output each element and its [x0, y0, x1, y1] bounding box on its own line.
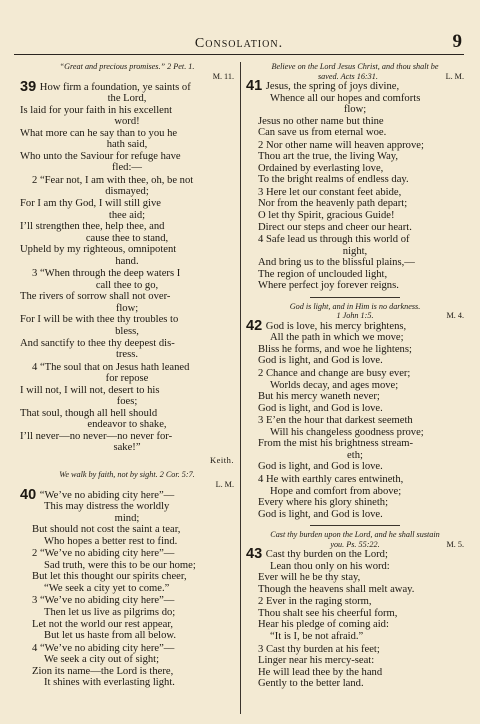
- verse-line: call thee to go,: [95, 279, 159, 291]
- verse-line: Ever will he be thy stay,: [258, 572, 361, 584]
- section-rule: [310, 525, 400, 526]
- hymn-meter: L. M.: [445, 71, 464, 81]
- verse-4: [20, 362, 234, 454]
- verse-line: But should not cost the saint a tear,: [32, 524, 181, 536]
- verse-line: 4 He with earthly cares entwineth,: [258, 473, 404, 485]
- verse-line: The region of unclouded light,: [258, 268, 388, 280]
- verse-line: hath said,: [106, 139, 148, 151]
- verse-line: hand.: [115, 255, 139, 267]
- verse-line: Every where his glory shineth;: [258, 497, 389, 509]
- verse-2: [246, 368, 464, 414]
- left-column: [20, 62, 234, 694]
- hymn-number: 41: [246, 78, 263, 94]
- verse-line: Can save us from eternal woe.: [258, 127, 387, 139]
- verse-line: 2 Nor other name will heaven approve;: [258, 139, 424, 151]
- hymn-meter: M. 4.: [446, 311, 464, 321]
- hymn-39: [20, 62, 234, 465]
- verse-line: tress.: [115, 349, 139, 361]
- verse-line: That soul, though all hell should: [20, 407, 158, 419]
- verse-line: “It is I, be not afraid.”: [270, 630, 364, 642]
- verse-line: God is light, and God is love.: [258, 461, 383, 473]
- verse-line: 3 Here let our constant feet abide,: [258, 186, 402, 198]
- verse-3: [20, 595, 234, 641]
- hymn-topic-cont: you. Ps. 55:22.: [330, 539, 380, 549]
- verse-line: Lean thou only on his word:: [270, 560, 390, 572]
- verse-4: [246, 474, 464, 520]
- hymn-number: 39: [20, 78, 37, 95]
- verse-line: For I am thy God, I will still give: [20, 197, 161, 209]
- verse-line: 4 “The soul that on Jesus hath leaned: [32, 361, 190, 373]
- verse-line: God is love, his mercy brightens,: [265, 320, 407, 332]
- verse-1: [20, 78, 234, 174]
- right-column: [246, 62, 464, 695]
- verse-line: Bliss he forms, and woe he lightens;: [258, 343, 412, 355]
- verse-line: cause thee to stand,: [85, 232, 169, 244]
- page-header: [14, 31, 464, 55]
- hymn-topic: We walk by faith, not by sight. 2 Cor. 5:7.: [59, 470, 195, 479]
- hymn-meter: M. 5.: [446, 539, 464, 549]
- verse-line: 3 Cast thy burden at his feet;: [258, 643, 380, 655]
- verse-3: [20, 268, 234, 360]
- verse-line: It shines with everlasting light.: [44, 677, 175, 689]
- verse-3: [246, 644, 464, 690]
- hymn-topic-cont: saved. Acts 16:31.: [318, 71, 378, 81]
- verse-line: Is laid for your faith in his excellent: [20, 104, 173, 116]
- verse-line: Upheld by my righteous, omnipotent: [20, 244, 177, 256]
- verse-4: [20, 643, 234, 689]
- section-rule: [310, 297, 400, 298]
- verse-line: Cast thy burden on the Lord;: [265, 549, 388, 561]
- verse-line: God is light, and God is love.: [258, 508, 383, 520]
- verse-2: [246, 596, 464, 642]
- verse-line: Hear his pledge of coming aid:: [258, 619, 389, 631]
- verse-line: flow;: [343, 104, 367, 116]
- verse-line: I’ll never—no never—no never for-: [20, 430, 173, 442]
- verse-2: [20, 548, 234, 594]
- verse-line: O let thy Spirit, gracious Guide!: [258, 210, 395, 222]
- verse-line: And bring us to the blissful plains,—: [258, 257, 415, 269]
- verse-line: thee aid;: [108, 209, 146, 221]
- page-title: Consolation.: [194, 36, 284, 51]
- hymn-meter: M. 11.: [212, 71, 234, 81]
- verse-line: 3 “We’ve no abiding city here”—: [32, 595, 175, 607]
- verse-line: But his mercy waneth never;: [258, 391, 380, 403]
- verse-line: “We’ve no abiding city here”—: [39, 489, 175, 501]
- verse-line: Then let us live as pilgrims do;: [44, 606, 176, 618]
- verse-line: the Lord,: [107, 93, 147, 105]
- verse-line: Jesus, the spring of joys divine,: [265, 81, 400, 92]
- verse-2: [20, 175, 234, 267]
- verse-line: Nor from the heavenly path depart;: [258, 198, 408, 210]
- verse-line: But let this thought our spirits cheer,: [32, 571, 187, 583]
- verse-line: For I will be with thee thy troubles to: [20, 314, 179, 326]
- verse-line: bless,: [115, 325, 139, 337]
- verse-line: Will his changeless goodness prove;: [270, 426, 424, 438]
- verse-line: I will not, I will not, desert to his: [20, 384, 160, 396]
- hymn-topic-cont: 1 John 1:5.: [336, 311, 374, 321]
- verse-line: He will lead thee by the hand: [258, 666, 383, 678]
- hymn-number: 43: [246, 546, 263, 563]
- column-divider: [240, 62, 241, 714]
- verse-line: And sanctify to thee thy deepest dis-: [20, 337, 175, 349]
- verse-line: From the mist his brightness stream-: [258, 438, 414, 450]
- verse-1: [246, 317, 464, 367]
- hymn-topic: Cast thy burden upon the Lord, and he shall sustain: [270, 530, 440, 540]
- verse-line: Sad truth, were this to be our home;: [44, 559, 196, 571]
- hymn-40: [20, 470, 234, 689]
- verse-line: eth;: [347, 449, 363, 461]
- hymn-topic: God is light, and in Him is no darkness.: [289, 301, 421, 311]
- hymn-topic: Believe on the Lord Jesus Christ, and thou shalt be: [271, 62, 439, 71]
- verse-3: [246, 415, 464, 473]
- verse-line: night,: [342, 245, 368, 257]
- verse-line: “We seek a city yet to come.”: [44, 582, 170, 594]
- verse-line: fled:—: [111, 162, 142, 174]
- verse-line: word!: [114, 116, 140, 128]
- verse-line: 4 Safe lead us through this world of: [258, 234, 410, 246]
- hymn-topic: “Great and precious promises.” 2 Pet. 1.: [59, 62, 195, 71]
- hymn-42: [246, 302, 464, 520]
- verse-line: 3 E’en the hour that darkest seemeth: [258, 415, 413, 427]
- verse-line: sake!”: [113, 442, 141, 454]
- verse-line: mind;: [114, 512, 140, 524]
- page-number: 9: [452, 31, 462, 52]
- verse-line: Linger near his mercy-seat:: [258, 655, 375, 667]
- verse-1: [20, 486, 234, 548]
- verse-line: God is light, and God is love.: [258, 402, 383, 414]
- verse-line: The rivers of sorrow shall not over-: [20, 291, 171, 303]
- verse-line: flow;: [115, 302, 139, 314]
- verse-line: Worlds decay, and ages move;: [270, 379, 399, 391]
- verse-line: Ordained by everlasting love,: [258, 162, 384, 174]
- hymn-meter: L. M.: [215, 479, 234, 489]
- verse-line: All the path in which we move;: [270, 332, 404, 344]
- verse-line: 2 Chance and change are busy ever;: [258, 368, 411, 380]
- verse-1: [246, 546, 464, 595]
- verse-2: [246, 140, 464, 186]
- verse-line: 2 “We’ve no abiding city here”—: [32, 548, 175, 560]
- verse-line: I’ll strengthen thee, help thee, and: [20, 221, 165, 233]
- verse-line: endeavor to shake,: [87, 419, 167, 431]
- verse-line: God is light, and God is love.: [258, 355, 383, 367]
- verse-line: Whence all our hopes and comforts: [270, 92, 421, 104]
- verse-1: [246, 78, 464, 139]
- hymn-41: [246, 62, 464, 292]
- verse-line: To the bright realms of endless day.: [258, 174, 409, 186]
- verse-line: 4 “We’ve no abiding city here”—: [32, 642, 175, 654]
- verse-line: Who hopes a better rest to find.: [44, 535, 178, 547]
- hymn-number: 42: [246, 317, 263, 334]
- verse-line: Though the heavens shall melt away.: [258, 583, 415, 595]
- verse-4: [246, 234, 464, 292]
- verse-line: foes;: [116, 396, 138, 408]
- verse-line: Where perfect joy forever reigns.: [258, 280, 399, 292]
- verse-line: But let us haste from all below.: [44, 630, 177, 642]
- verse-line: 2 Ever in the raging storm,: [258, 596, 372, 608]
- hymn-author: Keith.: [209, 455, 234, 465]
- hymn-43: [246, 530, 464, 690]
- verse-line: Thou art the true, the living Way,: [258, 151, 399, 163]
- verse-line: Gently to the better land.: [258, 678, 364, 690]
- verse-line: Thou shalt see his cheerful form,: [258, 607, 398, 619]
- verse-line: for repose: [105, 373, 149, 385]
- verse-line: How firm a foundation, ye saints of: [39, 81, 191, 93]
- verse-line: This may distress the worldly: [44, 501, 170, 513]
- verse-line: Hope and comfort from above;: [270, 485, 402, 497]
- verse-line: What more can he say than to you he: [20, 127, 178, 139]
- verse-line: dismayed;: [105, 186, 149, 198]
- verse-3: [246, 187, 464, 233]
- verse-line: Who unto the Saviour for refuge have: [20, 150, 181, 162]
- verse-line: Jesus no other name but thine: [258, 115, 384, 127]
- verse-line: Zion its name—the Lord is there,: [32, 665, 174, 677]
- verse-line: Direct our steps and cheer our heart.: [258, 221, 412, 233]
- verse-line: 2 “Fear not, I am with thee, oh, be not: [32, 174, 194, 186]
- hymn-number: 40: [20, 486, 37, 503]
- verse-line: Let not the world our rest appear,: [32, 618, 174, 630]
- verse-line: We seek a city out of sight;: [44, 654, 160, 666]
- verse-line: 3 “When through the deep waters I: [32, 268, 181, 280]
